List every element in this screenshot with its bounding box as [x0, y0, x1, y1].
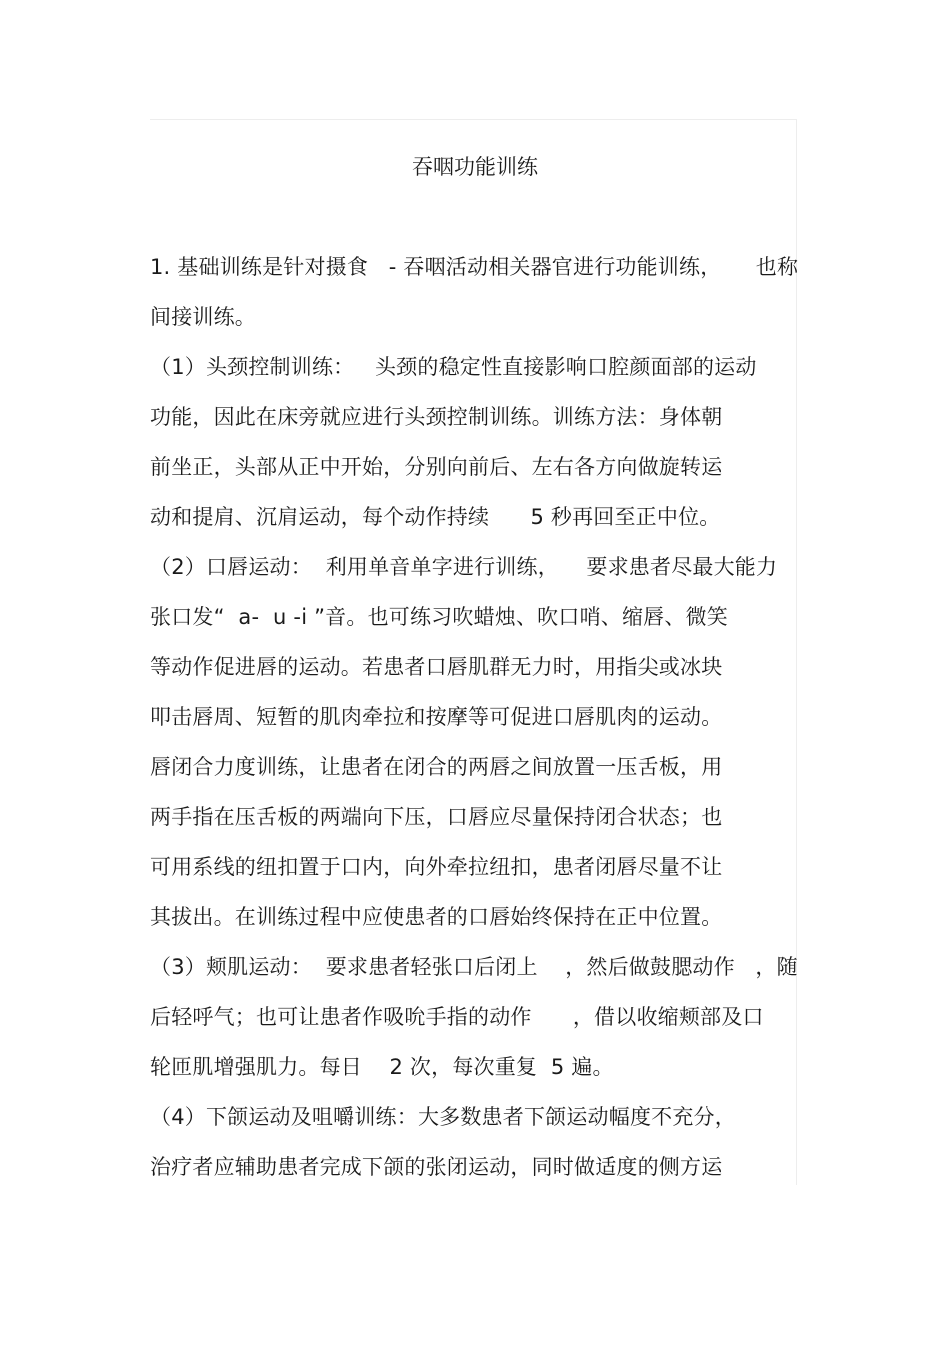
document-title: 吞咽功能训练 [412, 155, 538, 179]
paragraph-line: 张口发“ a- u -i ”音。也可练习吹蜡烛、吹口哨、缩唇、微笑 [150, 605, 728, 629]
paragraph-line: （1）头颈控制训练： 头颈的稳定性直接影响口腔颜面部的运动 [150, 355, 757, 379]
paragraph-line: 间接训练。 [150, 305, 256, 329]
paragraph-line: 前坐正，头部从正中开始，分别向前后、左右各方向做旋转运 [150, 455, 723, 479]
paragraph-line: 叩击唇周、短暂的肌肉牵拉和按摩等可促进口唇肌肉的运动。 [150, 705, 723, 729]
paragraph-line: （4）下颌运动及咀嚼训练：大多数患者下颌运动幅度不充分， [150, 1105, 736, 1129]
paragraph-line: 治疗者应辅助患者完成下颌的张闭运动，同时做适度的侧方运 [150, 1155, 723, 1179]
paragraph-line: （3）颊肌运动： 要求患者轻张口后闭上 ，然后做鼓腮动作 ，随 [150, 955, 798, 979]
paragraph-line: 唇闭合力度训练，让患者在闭合的两唇之间放置一压舌板，用 [150, 755, 723, 779]
paragraph-line: 等动作促进唇的运动。若患者口唇肌群无力时，用指尖或冰块 [150, 655, 723, 679]
paragraph-line: 动和提肩、沉肩运动，每个动作持续 5 秒再回至正中位。 [150, 505, 721, 529]
paragraph-line: （2）口唇运动： 利用单音单字进行训练， 要求患者尽最大能力 [150, 555, 778, 579]
paragraph-line: 功能，因此在床旁就应进行头颈控制训练。训练方法：身体朝 [150, 405, 723, 429]
paragraph-line: 1. 基础训练是针对摄食 - 吞咽活动相关器官进行功能训练， 也称 [150, 255, 799, 279]
paragraph-line: 其拔出。在训练过程中应使患者的口唇始终保持在正中位置。 [150, 905, 723, 929]
paragraph-line: 后轻呼气；也可让患者作吸吮手指的动作 ，借以收缩颊部及口 [150, 1005, 764, 1029]
paragraph-line: 两手指在压舌板的两端向下压，口唇应尽量保持闭合状态；也 [150, 805, 723, 829]
paragraph-line: 可用系线的纽扣置于口内，向外牵拉纽扣，患者闭唇尽量不让 [150, 855, 723, 879]
paragraph-line: 轮匝肌增强肌力。每日 2 次，每次重复 5 遍。 [150, 1055, 614, 1079]
